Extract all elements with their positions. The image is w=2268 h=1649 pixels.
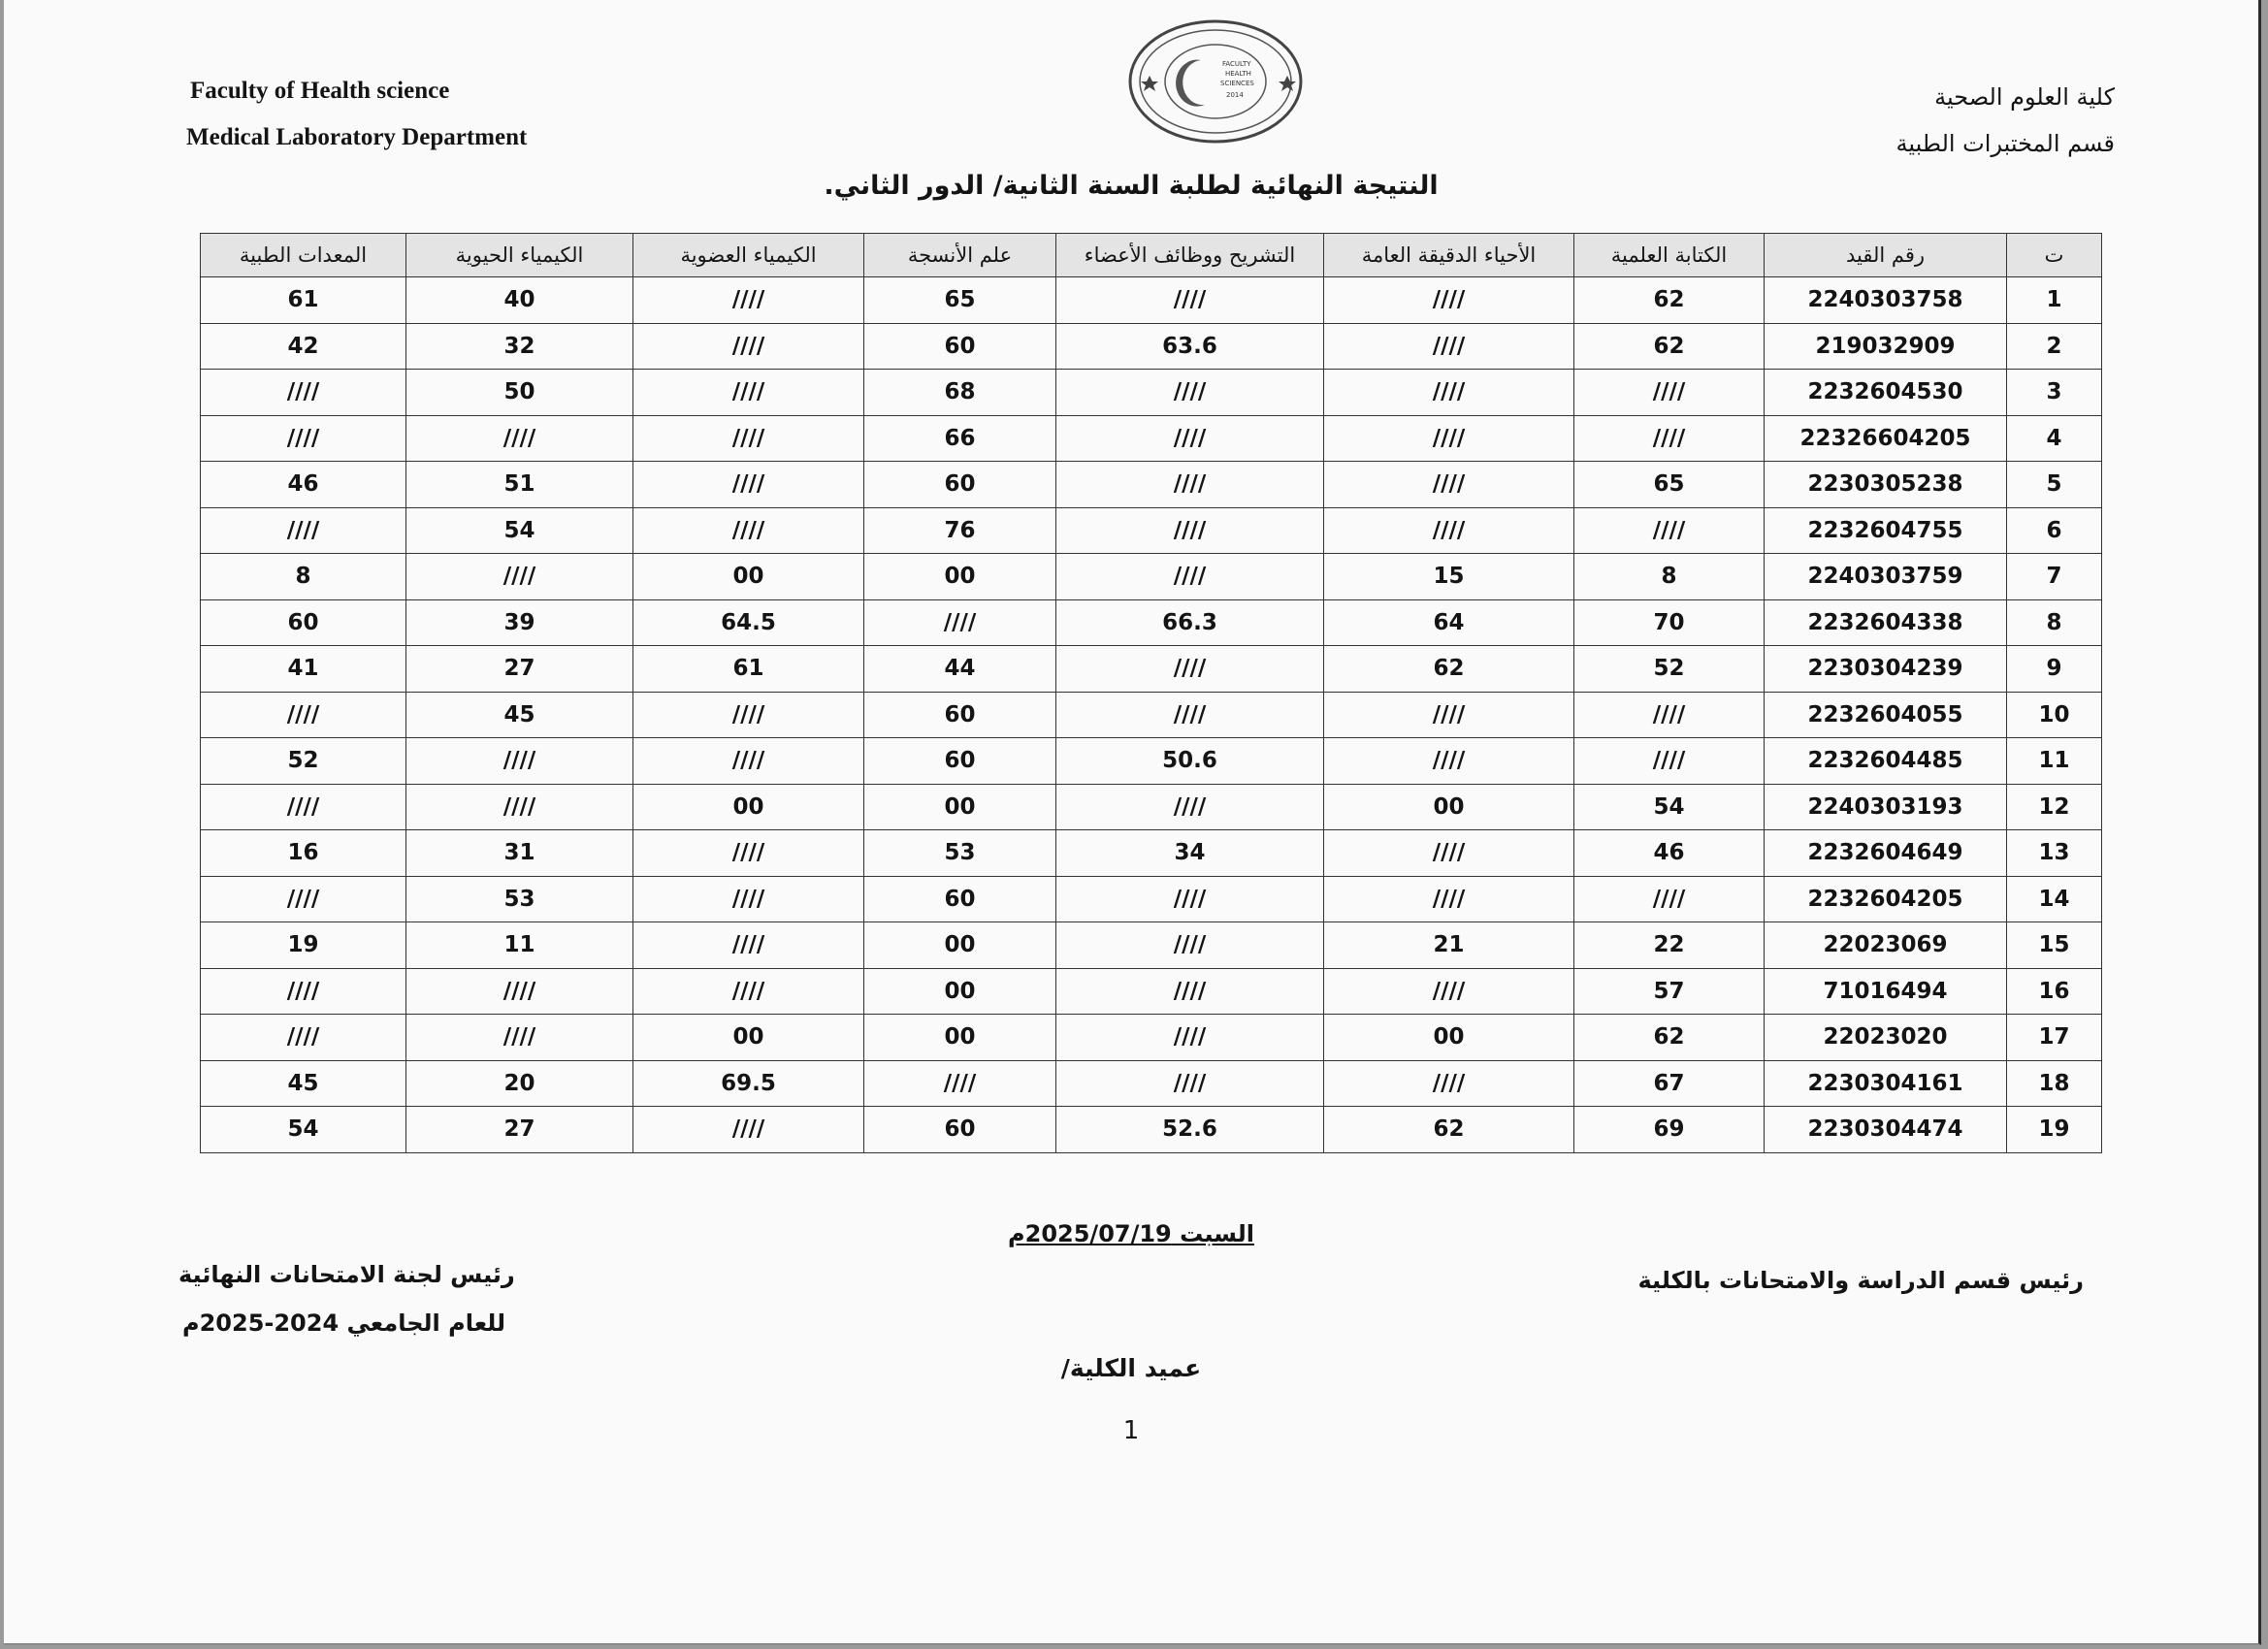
column-header: المعدات الطبية xyxy=(201,234,406,277)
table-cell: 60 xyxy=(864,876,1056,922)
table-cell: 62 xyxy=(1574,1015,1765,1061)
table-cell: 22023020 xyxy=(1765,1015,2007,1061)
table-cell: //// xyxy=(1056,507,1324,554)
table-cell: 2232604055 xyxy=(1765,692,2007,738)
table-cell: //// xyxy=(406,968,633,1015)
table-cell: 2232604649 xyxy=(1765,830,2007,877)
table-cell: 71016494 xyxy=(1765,968,2007,1015)
table-cell: //// xyxy=(201,1015,406,1061)
table-cell: //// xyxy=(1574,370,1765,416)
table-cell: //// xyxy=(1056,554,1324,600)
table-cell: 13 xyxy=(2007,830,2102,877)
table-cell: 219032909 xyxy=(1765,323,2007,370)
table-cell: 16 xyxy=(2007,968,2102,1015)
table-cell: //// xyxy=(1324,968,1574,1015)
table-cell: 62 xyxy=(1324,1107,1574,1153)
table-cell: 32 xyxy=(406,323,633,370)
table-cell: 66.3 xyxy=(1056,599,1324,646)
table-cell: //// xyxy=(633,323,864,370)
table-cell: 19 xyxy=(2007,1107,2102,1153)
table-cell: 54 xyxy=(406,507,633,554)
table-cell: //// xyxy=(1574,692,1765,738)
table-cell: 22 xyxy=(1574,922,1765,969)
table-cell: //// xyxy=(1056,415,1324,462)
faculty-seal-logo xyxy=(1125,17,1306,146)
table-cell: 31 xyxy=(406,830,633,877)
table-row xyxy=(201,1107,2102,1153)
svg-text:SCIENCES: SCIENCES xyxy=(1220,80,1254,87)
date-text: السبت 2025/07/19م xyxy=(1008,1220,1254,1247)
table-row xyxy=(201,1060,2102,1107)
table-cell: 16 xyxy=(201,830,406,877)
table-cell: 60 xyxy=(864,462,1056,508)
page-number: 1 xyxy=(1122,1416,1140,1445)
table-cell: //// xyxy=(1324,415,1574,462)
table-cell: 00 xyxy=(864,554,1056,600)
table-cell: 00 xyxy=(864,784,1056,830)
table-cell: //// xyxy=(1324,507,1574,554)
table-cell: 60 xyxy=(864,1107,1056,1153)
table-cell: 60 xyxy=(864,738,1056,785)
table-cell: 00 xyxy=(1324,1015,1574,1061)
table-cell: 67 xyxy=(1574,1060,1765,1107)
table-cell: 57 xyxy=(1574,968,1765,1015)
table-cell: 54 xyxy=(201,1107,406,1153)
table-cell: 7 xyxy=(2007,554,2102,600)
table-cell: 39 xyxy=(406,599,633,646)
table-cell: //// xyxy=(864,599,1056,646)
table-cell: //// xyxy=(1324,277,1574,324)
table-cell: 53 xyxy=(864,830,1056,877)
table-cell: 9 xyxy=(2007,646,2102,693)
table-cell: //// xyxy=(633,876,864,922)
table-row xyxy=(201,554,2102,600)
table-cell: 40 xyxy=(406,277,633,324)
table-cell: 2230304161 xyxy=(1765,1060,2007,1107)
table-cell: 8 xyxy=(201,554,406,600)
table-row xyxy=(201,323,2102,370)
table-cell: 15 xyxy=(2007,922,2102,969)
table-row xyxy=(201,692,2102,738)
table-cell: 2 xyxy=(2007,323,2102,370)
table-cell: 76 xyxy=(864,507,1056,554)
table-cell: 45 xyxy=(201,1060,406,1107)
table-cell: //// xyxy=(1056,1015,1324,1061)
table-cell: //// xyxy=(406,554,633,600)
document-page xyxy=(4,0,2261,1645)
table-cell: //// xyxy=(201,692,406,738)
document-title: النتيجة النهائية لطلبة السنة الثانية/ الدور الثاني. xyxy=(824,171,1439,201)
table-row xyxy=(201,968,2102,1015)
table-cell: //// xyxy=(1056,784,1324,830)
table-cell: 2240303193 xyxy=(1765,784,2007,830)
head-of-studies-signature: رئيس قسم الدراسة والامتحانات بالكلية xyxy=(1637,1267,2084,1294)
table-cell: //// xyxy=(633,415,864,462)
table-cell: 3 xyxy=(2007,370,2102,416)
table-cell: 69.5 xyxy=(633,1060,864,1107)
academic-year: للعام الجامعي 2024-2025م xyxy=(182,1310,506,1337)
column-header: ت xyxy=(2007,234,2102,277)
table-cell: 65 xyxy=(864,277,1056,324)
table-cell: 00 xyxy=(633,554,864,600)
table-cell: //// xyxy=(406,784,633,830)
table-cell: //// xyxy=(1324,462,1574,508)
table-cell: 17 xyxy=(2007,1015,2102,1061)
table-cell: 11 xyxy=(2007,738,2102,785)
table-cell: 15 xyxy=(1324,554,1574,600)
table-cell: //// xyxy=(864,1060,1056,1107)
table-cell: 62 xyxy=(1574,323,1765,370)
table-cell: 2240303758 xyxy=(1765,277,2007,324)
table-cell: //// xyxy=(406,415,633,462)
svg-text:2014: 2014 xyxy=(1226,91,1244,99)
table-cell: //// xyxy=(1056,692,1324,738)
head-of-exam-committee-signature: رئيس لجنة الامتحانات النهائية xyxy=(178,1261,515,1288)
table-cell: //// xyxy=(1324,370,1574,416)
svg-text:FACULTY: FACULTY xyxy=(1222,60,1251,68)
table-cell: 46 xyxy=(201,462,406,508)
column-header: الأحياء الدقيقة العامة xyxy=(1324,234,1574,277)
table-cell: 22023069 xyxy=(1765,922,2007,969)
table-row xyxy=(201,784,2102,830)
table-cell: 34 xyxy=(1056,830,1324,877)
table-cell: //// xyxy=(633,1107,864,1153)
table-cell: //// xyxy=(1574,415,1765,462)
table-cell: 6 xyxy=(2007,507,2102,554)
table-cell: 53 xyxy=(406,876,633,922)
table-cell: 45 xyxy=(406,692,633,738)
table-header-row xyxy=(201,234,2102,277)
table-cell: //// xyxy=(633,968,864,1015)
column-header: الكتابة العلمية xyxy=(1574,234,1765,277)
table-cell: //// xyxy=(1324,692,1574,738)
column-header: رقم القيد xyxy=(1765,234,2007,277)
table-cell: 1 xyxy=(2007,277,2102,324)
table-cell: //// xyxy=(1324,830,1574,877)
table-cell: 41 xyxy=(201,646,406,693)
table-cell: 2230305238 xyxy=(1765,462,2007,508)
table-cell: 69 xyxy=(1574,1107,1765,1153)
table-cell: //// xyxy=(633,462,864,508)
table-cell: 42 xyxy=(201,323,406,370)
faculty-name-en: Faculty of Health science xyxy=(190,78,450,104)
table-cell: //// xyxy=(1574,876,1765,922)
table-cell: 00 xyxy=(864,968,1056,1015)
table-cell: 10 xyxy=(2007,692,2102,738)
table-cell: 11 xyxy=(406,922,633,969)
table-cell: 00 xyxy=(633,1015,864,1061)
table-cell: //// xyxy=(1056,646,1324,693)
svg-text:HEALTH: HEALTH xyxy=(1225,70,1251,78)
table-cell: //// xyxy=(406,1015,633,1061)
table-row xyxy=(201,738,2102,785)
table-cell: 68 xyxy=(864,370,1056,416)
table-cell: //// xyxy=(633,370,864,416)
table-cell: //// xyxy=(1056,462,1324,508)
table-cell: 20 xyxy=(406,1060,633,1107)
table-cell: 52 xyxy=(1574,646,1765,693)
table-cell: 64 xyxy=(1324,599,1574,646)
table-cell: 8 xyxy=(1574,554,1765,600)
table-cell: 50 xyxy=(406,370,633,416)
table-cell: 4 xyxy=(2007,415,2102,462)
table-cell: 14 xyxy=(2007,876,2102,922)
table-cell: 54 xyxy=(1574,784,1765,830)
results-table-body xyxy=(201,277,2102,1153)
table-cell: 27 xyxy=(406,1107,633,1153)
table-cell: 65 xyxy=(1574,462,1765,508)
table-cell: //// xyxy=(1056,1060,1324,1107)
table-cell: //// xyxy=(633,738,864,785)
table-cell: 19 xyxy=(201,922,406,969)
table-cell: //// xyxy=(1056,968,1324,1015)
table-cell: //// xyxy=(1056,277,1324,324)
table-cell: //// xyxy=(1056,876,1324,922)
table-row xyxy=(201,370,2102,416)
table-row xyxy=(201,1015,2102,1061)
table-cell: //// xyxy=(633,692,864,738)
table-cell: 61 xyxy=(201,277,406,324)
table-row xyxy=(201,462,2102,508)
table-cell: //// xyxy=(1324,1060,1574,1107)
table-cell: 51 xyxy=(406,462,633,508)
table-cell: //// xyxy=(201,370,406,416)
table-cell: 2232604755 xyxy=(1765,507,2007,554)
table-cell: //// xyxy=(1574,507,1765,554)
table-cell: 46 xyxy=(1574,830,1765,877)
table-cell: 70 xyxy=(1574,599,1765,646)
column-header: علم الأنسجة xyxy=(864,234,1056,277)
table-cell: 60 xyxy=(201,599,406,646)
table-cell: //// xyxy=(406,738,633,785)
table-cell: 21 xyxy=(1324,922,1574,969)
column-header: الكيمياء الحيوية xyxy=(406,234,633,277)
table-cell: 63.6 xyxy=(1056,323,1324,370)
table-cell: //// xyxy=(1056,370,1324,416)
dean-signature: عميد الكلية/ xyxy=(1060,1354,1202,1382)
table-cell: //// xyxy=(1574,738,1765,785)
table-row xyxy=(201,277,2102,324)
table-cell: 00 xyxy=(864,1015,1056,1061)
table-row xyxy=(201,922,2102,969)
table-cell: //// xyxy=(1056,922,1324,969)
column-header: التشريح ووظائف الأعضاء xyxy=(1056,234,1324,277)
table-cell: 2232604338 xyxy=(1765,599,2007,646)
results-table xyxy=(200,233,2102,1153)
date-line xyxy=(4,1220,2258,1247)
table-cell: 00 xyxy=(864,922,1056,969)
table-cell: 2232604485 xyxy=(1765,738,2007,785)
faculty-name-ar: كلية العلوم الصحية xyxy=(1934,83,2115,111)
table-cell: //// xyxy=(633,922,864,969)
table-cell: //// xyxy=(201,415,406,462)
table-row xyxy=(201,646,2102,693)
table-cell: 22326604205 xyxy=(1765,415,2007,462)
table-cell: 61 xyxy=(633,646,864,693)
table-cell: 2230304239 xyxy=(1765,646,2007,693)
table-row xyxy=(201,507,2102,554)
table-cell: 2240303759 xyxy=(1765,554,2007,600)
table-cell: 18 xyxy=(2007,1060,2102,1107)
table-cell: 2232604205 xyxy=(1765,876,2007,922)
table-row xyxy=(201,415,2102,462)
department-name-en: Medical Laboratory Department xyxy=(186,124,528,150)
table-cell: 44 xyxy=(864,646,1056,693)
table-cell: //// xyxy=(201,507,406,554)
table-cell: //// xyxy=(1324,738,1574,785)
table-cell: 00 xyxy=(633,784,864,830)
table-cell: 52.6 xyxy=(1056,1107,1324,1153)
table-cell: 60 xyxy=(864,323,1056,370)
table-cell: //// xyxy=(1324,876,1574,922)
table-cell: 62 xyxy=(1324,646,1574,693)
table-cell: //// xyxy=(201,968,406,1015)
table-cell: 8 xyxy=(2007,599,2102,646)
table-cell: 27 xyxy=(406,646,633,693)
table-cell: //// xyxy=(633,277,864,324)
table-cell: 2232604530 xyxy=(1765,370,2007,416)
table-row xyxy=(201,876,2102,922)
table-row xyxy=(201,830,2102,877)
table-row xyxy=(201,599,2102,646)
table-cell: //// xyxy=(1324,323,1574,370)
table-cell: 62 xyxy=(1574,277,1765,324)
table-cell: 64.5 xyxy=(633,599,864,646)
table-cell: 00 xyxy=(1324,784,1574,830)
table-cell: 66 xyxy=(864,415,1056,462)
table-cell: 52 xyxy=(201,738,406,785)
column-header: الكيمياء العضوية xyxy=(633,234,864,277)
table-cell: 60 xyxy=(864,692,1056,738)
table-cell: 12 xyxy=(2007,784,2102,830)
table-cell: 2230304474 xyxy=(1765,1107,2007,1153)
department-name-ar: قسم المختبرات الطبية xyxy=(1895,130,2115,157)
table-cell: //// xyxy=(201,784,406,830)
table-cell: 50.6 xyxy=(1056,738,1324,785)
table-cell: 5 xyxy=(2007,462,2102,508)
table-cell: //// xyxy=(201,876,406,922)
table-cell: //// xyxy=(633,830,864,877)
table-cell: //// xyxy=(633,507,864,554)
